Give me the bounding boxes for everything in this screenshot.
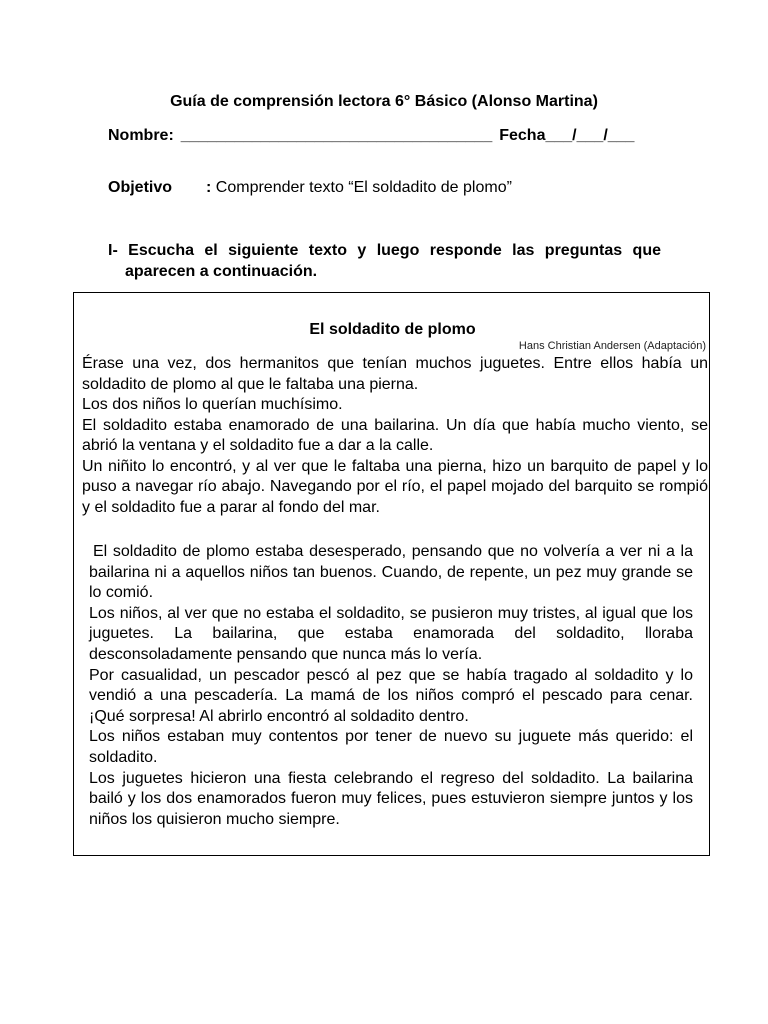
story-paragraph: Por casualidad, un pescador pescó al pez que se había tragado al soldadito y lo vendió a una pescadería. La mamá de los niños compró el pescado para cenar. ¡Qué sorpresa! Al abrirlo encontró al soldadito dentro.: [89, 666, 693, 725]
story-paragraph: Érase una vez, dos hermanitos que tenían muchos juguetes. Entre ellos había un soldadito de plomo al que le faltaba una pierna.: [82, 355, 708, 393]
story-paragraph: Los niños estaban muy contentos por tener de nuevo su juguete más querido: el soldadito.: [89, 728, 693, 766]
instruction-line-1: I- Escucha el siguiente texto y luego responde las preguntas que: [108, 242, 661, 259]
objective-row: [108, 178, 512, 198]
story-title: El soldadito de plomo: [309, 321, 476, 338]
story-paragraph: Los dos niños lo querían muchísimo.: [82, 396, 343, 413]
worksheet-title: Guía de comprensión lectora 6° Básico (Alonso Martina): [170, 93, 598, 110]
story-body-part-2: [89, 542, 693, 830]
objective-colon: :: [206, 179, 212, 196]
date-field: Fecha___/___/___: [499, 127, 635, 144]
story-paragraph: Un niñito lo encontró, y al ver que le faltaba una pierna, hizo un barquito de papel y lo puso a navegar río abajo. Navegando por el río, el papel mojado del barquito se rompió y el soldadito fue a parar al fondo del mar.: [82, 457, 708, 516]
objective-label: Objetivo: [108, 179, 173, 196]
story-paragraph: Los juguetes hicieron una fiesta celebrando el regreso del soldadito. La bailarina bailó y los dos enamorados fueron muy felices, pues estuvieron siempre juntos y los niños los quisieron mucho siempre.: [89, 769, 693, 828]
story-box: [73, 292, 710, 856]
instruction-line-2: aparecen a continuación.: [125, 263, 318, 280]
story-body-part-1: [82, 354, 708, 518]
name-blank-line: ___________________________________: [180, 127, 493, 144]
story-paragraph: El soldadito estaba enamorado de una bailarina. Un día que había mucho viento, se abrió la ventana y el soldadito fue a dar a la calle.: [82, 416, 708, 454]
name-date-row: [108, 126, 634, 146]
story-author: Hans Christian Andersen (Adaptación): [518, 340, 706, 352]
instruction: [108, 240, 661, 282]
story-paragraph: El soldadito de plomo estaba desesperado, pensando que no volvería a ver ni a la bailarina ni a aquellos niños tan buenos. Cuando, de repente, un pez muy grande se lo comió.: [89, 543, 693, 602]
story-paragraph: Los niños, al ver que no estaba el soldadito, se pusieron muy tristes, al igual que los juguetes. La bailarina, que estaba enamorada del soldadito, lloraba desconsoladamente pensando que nunca más lo vería.: [89, 604, 693, 663]
name-label: Nombre:: [108, 127, 174, 144]
objective-text: Comprender texto “El soldadito de plomo”: [215, 179, 512, 196]
